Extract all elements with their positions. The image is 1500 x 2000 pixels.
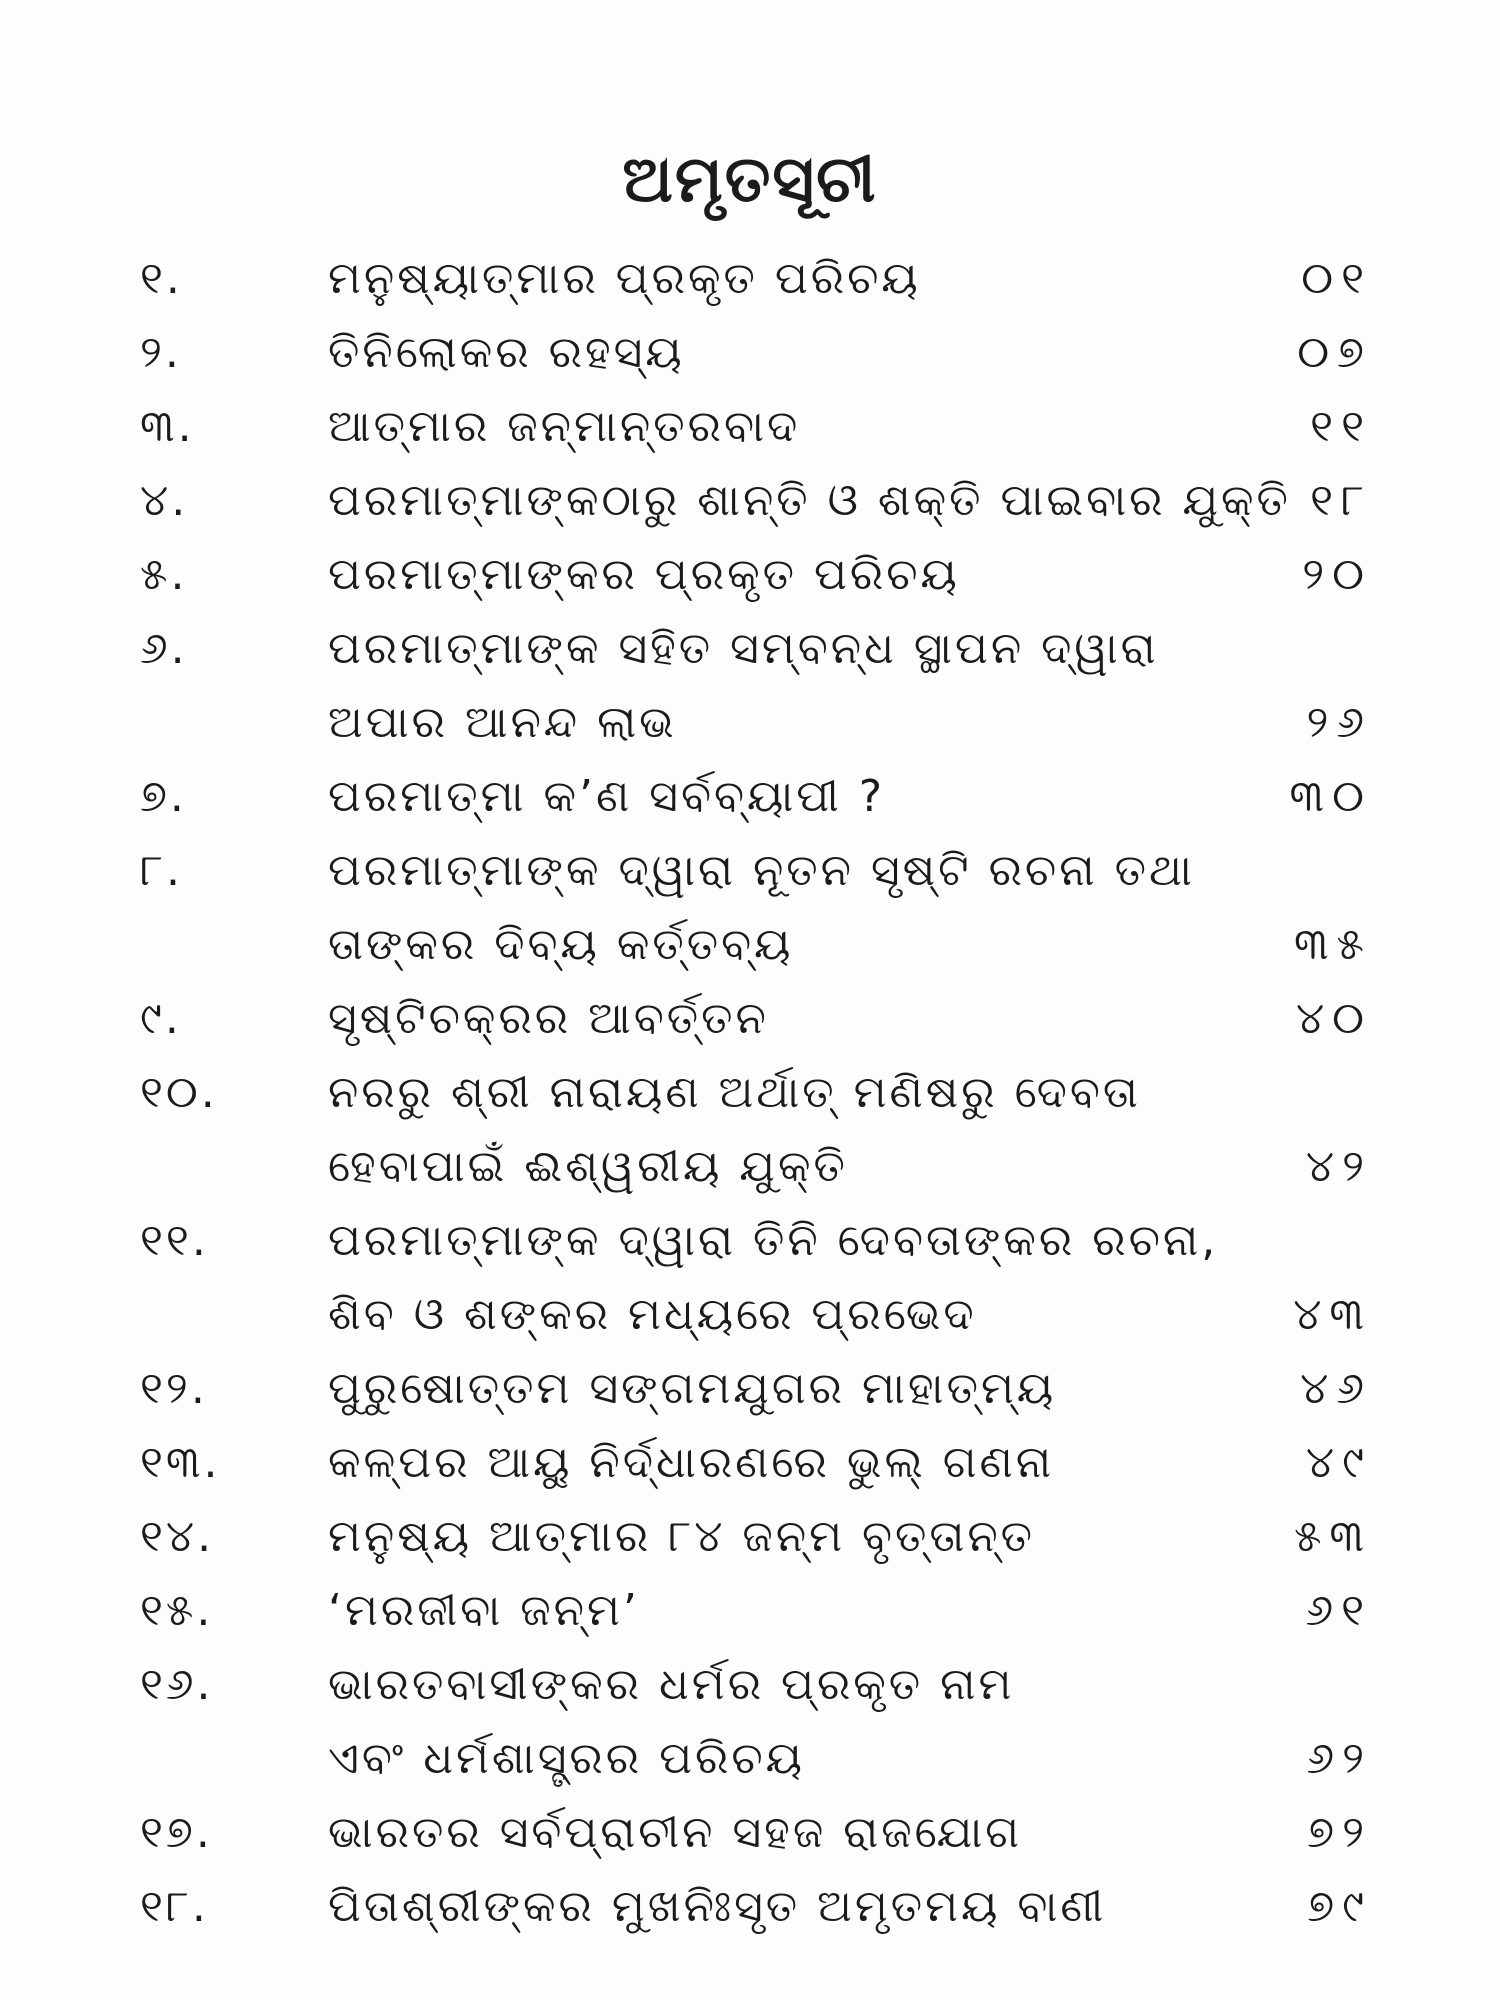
entry-page-number: ୨୬ — [1306, 697, 1372, 748]
entry-title-line-2: ତାଙ୍କର ଦିବ୍ୟ କର୍ତ୍ତବ୍ୟ — [328, 919, 794, 970]
entry-number: ୩. — [140, 401, 195, 452]
entry-page-number: ୭୨ — [1307, 1807, 1372, 1858]
entry-title: ମନୁଷ୍ୟ ଆତ୍ମାର ୮୪ ଜନ୍ମ ବୃତ୍ତାନ୍ତ — [328, 1511, 1036, 1562]
toc-entry-continuation — [0, 1278, 1500, 1352]
toc-entry — [0, 1204, 1500, 1278]
entry-number: ୬. — [140, 623, 188, 674]
entry-title: ଭାରତର ସର୍ବପ୍ରାଚୀନ ସହଜ ରାଜଯୋଗ — [328, 1807, 1023, 1858]
entry-title: ଭାରତବାସୀଙ୍କର ଧର୍ମର ପ୍ରକୃତ ନାମ — [328, 1659, 1015, 1710]
toc-entry — [0, 464, 1500, 538]
entry-page-number: ୪୨ — [1305, 1141, 1372, 1192]
entry-number: ୫. — [140, 549, 188, 600]
entry-number: ୧୧. — [140, 1215, 209, 1266]
entry-number: ୧୮. — [140, 1881, 209, 1932]
entry-title: ପରମାତ୍ମାଙ୍କ ଦ୍ୱାରା ନୂତନ ସୃଷ୍ଟି ରଚନା ତଥା — [328, 845, 1195, 896]
entry-page-number: ୩୫ — [1293, 919, 1372, 970]
entry-title: ପରମାତ୍ମାଙ୍କଠାରୁ ଶାନ୍ତି ଓ ଶକ୍ତି ପାଇବାର ଯୁକ୍ତି — [328, 475, 1291, 526]
entry-page-number: ୪୦ — [1295, 993, 1372, 1044]
entry-page-number: ୪୯ — [1305, 1437, 1372, 1488]
toc-entry-continuation — [0, 1722, 1500, 1796]
entry-title-line-2: ଶିବ ଓ ଶଙ୍କର ମଧ୍ୟରେ ପ୍ରଭେଦ — [328, 1289, 977, 1340]
toc-entry — [0, 316, 1500, 390]
entry-number: ୪. — [140, 475, 189, 526]
entry-title: ପରମାତ୍ମାଙ୍କ ଦ୍ୱାରା ତିନି ଦେବତାଙ୍କର ରଚନା, — [328, 1215, 1219, 1266]
entry-title: ପରମାତ୍ମାଙ୍କର ପ୍ରକୃତ ପରିଚୟ — [328, 549, 960, 600]
entry-number: ୧୨. — [140, 1363, 208, 1414]
entry-number: ୧୬. — [140, 1659, 214, 1710]
entry-title: ପୁରୁଷୋତ୍ତମ ସଙ୍ଗମଯୁଗର ମାହାତ୍ମ୍ୟ — [328, 1363, 1057, 1414]
entry-title-line-2: ଅପାର ଆନନ୍ଦ ଲାଭ — [328, 697, 677, 748]
entry-title-line-2: ହେବାପାଇଁ ଈଶ୍ୱରୀୟ ଯୁକ୍ତି — [328, 1141, 848, 1192]
entry-title: ପରମାତ୍ମାଙ୍କ ସହିତ ସମ୍ବନ୍ଧ ସ୍ଥାପନ ଦ୍ୱାରା — [328, 623, 1159, 674]
toc-entry — [0, 1796, 1500, 1870]
entry-page-number: ୪୬ — [1300, 1363, 1372, 1414]
toc-entry — [0, 538, 1500, 612]
entry-title: କଳ୍ପର ଆୟୁ ନିର୍ଦ୍ଧାରଣରେ ଭୁଲ୍ ଗଣନା — [328, 1437, 1055, 1488]
entry-title: ସୃଷ୍ଟିଚକ୍ରର ଆବର୍ତ୍ତନ — [328, 993, 769, 1044]
toc-entry-continuation — [0, 1130, 1500, 1204]
entry-number: ୧୫. — [140, 1585, 214, 1636]
toc-entry-continuation — [0, 908, 1500, 982]
toc-entry-continuation — [0, 686, 1500, 760]
toc-entry — [0, 1500, 1500, 1574]
entry-title: ତିନିଲୋକର ରହସ୍ୟ — [328, 327, 685, 378]
toc-entry — [0, 760, 1500, 834]
entry-number: ୨. — [140, 327, 182, 378]
entry-page-number: ୩୦ — [1289, 771, 1372, 822]
entry-number: ୧. — [140, 253, 183, 304]
entry-page-number: ୬୨ — [1306, 1733, 1372, 1784]
entry-page-number: ୨୦ — [1302, 549, 1372, 600]
entry-number: ୧୦. — [140, 1067, 218, 1118]
entry-title: ‘ମରଜୀବା ଜନ୍ମ’ — [328, 1585, 640, 1636]
toc-entry — [0, 612, 1500, 686]
entry-number: ୮. — [140, 845, 183, 896]
toc-entry — [0, 982, 1500, 1056]
page-title: ଅମୃତସୂଚୀ — [622, 143, 878, 217]
toc-entry — [0, 1352, 1500, 1426]
entry-title: ପରମାତ୍ମା କ’ଣ ସର୍ବବ୍ୟାପୀ ? — [328, 771, 886, 822]
toc-entry — [0, 242, 1500, 316]
entry-page-number: ୬୧ — [1305, 1585, 1372, 1636]
entry-title: ମନୁଷ୍ୟାତ୍ମାର ପ୍ରକୃତ ପରିଚୟ — [328, 253, 921, 304]
entry-number: ୧୭. — [140, 1807, 213, 1858]
entry-title: ପିତାଶ୍ରୀଙ୍କର ମୁଖନିଃସୃତ ଅମୃତମୟ ବାଣୀ — [328, 1881, 1107, 1932]
toc-entry — [0, 1574, 1500, 1648]
entry-page-number: ୧୧ — [1310, 401, 1372, 452]
entry-page-number: ୦୭ — [1297, 327, 1372, 378]
entry-number: ୧୩. — [140, 1437, 221, 1488]
entry-title: ଆତ୍ମାର ଜନ୍ମାନ୍ତରବାଦ — [328, 401, 801, 452]
entry-page-number: ୦୧ — [1301, 253, 1372, 304]
entry-number: ୯. — [140, 993, 182, 1044]
entry-page-number: ୫୩ — [1293, 1511, 1372, 1562]
table-of-contents — [0, 242, 1500, 1944]
toc-entry — [0, 1056, 1500, 1130]
toc-entry — [0, 834, 1500, 908]
toc-entry — [0, 390, 1500, 464]
entry-title-line-2: ଏବଂ ଧର୍ମଶାସ୍ତ୍ରର ପରିଚୟ — [328, 1733, 805, 1784]
toc-entry — [0, 1648, 1500, 1722]
toc-entry — [0, 1870, 1500, 1944]
entry-page-number: ୪୩ — [1293, 1289, 1372, 1340]
entry-number: ୭. — [140, 771, 187, 822]
entry-page-number: ୭୯ — [1307, 1881, 1372, 1932]
entry-title: ନରରୁ ଶ୍ରୀ ନାରାୟଣ ଅର୍ଥାତ୍ ମଣିଷରୁ ଦେବତା — [328, 1067, 1141, 1118]
entry-page-number: ୧୮ — [1310, 475, 1372, 526]
entry-number: ୧୪. — [140, 1511, 215, 1562]
toc-entry — [0, 1426, 1500, 1500]
